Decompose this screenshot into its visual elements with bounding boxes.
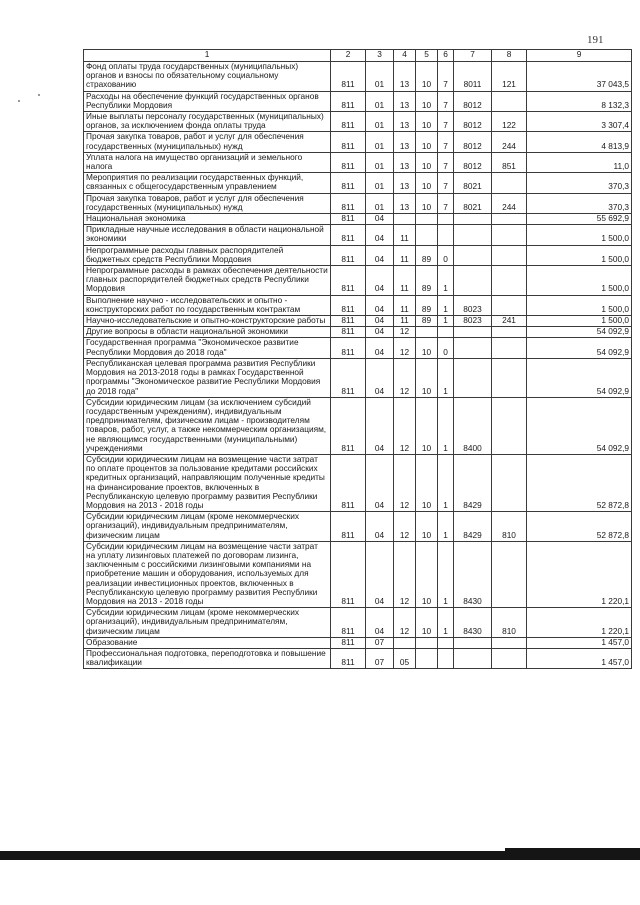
header-row [84,50,632,62]
row-code-subprogram: 1 [438,541,454,607]
row-code-section: 04 [366,214,394,225]
table-row [84,608,632,638]
row-amount: 54 092,9 [527,327,632,338]
row-code-program: 10 [416,112,438,132]
row-code-expense-type: 244 [492,193,527,213]
row-amount: 52 872,8 [527,512,632,542]
row-code-expense-type: 851 [492,152,527,172]
row-code-expense-type: 121 [492,62,527,92]
row-code-section: 07 [366,637,394,648]
row-name: Национальная экономика [84,214,331,225]
row-name: Субсидии юридическим лицам (кроме некоммерческих организаций), индивидуальным предпринимателям, физическим лицам [84,512,331,542]
row-code-direction: 8012 [454,132,492,152]
row-code-direction: 8012 [454,112,492,132]
row-code-direction [454,266,492,296]
row-name: Расходы на обеспечение функций государственных органов Республики Мордовия [84,91,331,111]
row-code-section: 04 [366,608,394,638]
row-code-subsection: 13 [394,152,416,172]
row-name: Государственная программа "Экономическое развитие Республики Мордовия до 2018 года" [84,338,331,358]
row-code-subprogram: 1 [438,266,454,296]
scan-edge-shadow [0,851,640,860]
table-row [84,454,632,511]
row-code-subsection: 13 [394,193,416,213]
row-code-admin: 811 [331,173,366,193]
column-header: 6 [438,50,454,62]
row-code-section: 04 [366,225,394,245]
row-code-direction: 8430 [454,541,492,607]
row-code-subsection: 05 [394,648,416,668]
row-code-admin: 811 [331,214,366,225]
row-code-admin: 811 [331,266,366,296]
row-code-subsection: 12 [394,327,416,338]
row-code-subsection: 13 [394,132,416,152]
row-code-subsection: 12 [394,358,416,397]
table-row [84,648,632,668]
row-code-subsection: 11 [394,245,416,265]
row-code-admin: 811 [331,225,366,245]
table-row [84,62,632,92]
row-code-expense-type [492,541,527,607]
row-code-program: 10 [416,454,438,511]
row-code-direction: 8429 [454,454,492,511]
row-code-expense-type [492,225,527,245]
row-code-subprogram: 1 [438,512,454,542]
row-name: Прочая закупка товаров, работ и услуг для обеспечения государственных (муниципальных) нужд [84,193,331,213]
row-code-section: 01 [366,173,394,193]
row-code-admin: 811 [331,62,366,92]
row-code-program: 10 [416,608,438,638]
row-code-section: 04 [366,295,394,315]
row-code-section: 04 [366,397,394,454]
row-code-admin: 811 [331,637,366,648]
row-code-admin: 811 [331,132,366,152]
row-code-direction [454,214,492,225]
row-code-expense-type [492,358,527,397]
row-amount: 1 220,1 [527,541,632,607]
page-number: 191 [587,34,604,46]
row-code-section: 04 [366,338,394,358]
row-code-subsection: 12 [394,338,416,358]
row-code-expense-type [492,173,527,193]
row-amount: 1 457,0 [527,648,632,668]
table-row [84,358,632,397]
row-name: Уплата налога на имущество организаций и земельного налога [84,152,331,172]
row-code-direction [454,648,492,668]
row-amount: 1 457,0 [527,637,632,648]
row-amount: 1 220,1 [527,608,632,638]
row-code-subprogram [438,225,454,245]
row-code-expense-type [492,214,527,225]
table-row [84,173,632,193]
row-code-subprogram: 1 [438,397,454,454]
row-code-admin: 811 [331,193,366,213]
row-code-direction: 8021 [454,173,492,193]
row-code-program: 89 [416,295,438,315]
row-code-direction: 8011 [454,62,492,92]
row-code-subsection: 11 [394,316,416,327]
row-code-admin: 811 [331,316,366,327]
row-code-expense-type [492,91,527,111]
row-code-admin: 811 [331,327,366,338]
row-amount: 8 132,3 [527,91,632,111]
row-code-subsection: 13 [394,112,416,132]
scan-speck [38,94,40,96]
row-code-program: 10 [416,173,438,193]
row-name: Фонд оплаты труда государственных (муниципальных) органов и взносы по обязательному социальному страхованию [84,62,331,92]
row-code-section: 01 [366,152,394,172]
row-code-subprogram [438,327,454,338]
row-name: Выполнение научно - исследовательских и опытно - конструкторских работ по государственным контрактам [84,295,331,315]
row-code-section: 04 [366,245,394,265]
table-row [84,338,632,358]
row-code-section: 01 [366,132,394,152]
row-code-expense-type [492,266,527,296]
row-code-direction: 8012 [454,91,492,111]
row-code-subsection: 13 [394,62,416,92]
row-code-program: 10 [416,91,438,111]
table-row [84,295,632,315]
row-code-direction [454,225,492,245]
budget-table [83,49,632,669]
row-code-admin: 811 [331,541,366,607]
row-code-section: 07 [366,648,394,668]
row-code-expense-type [492,295,527,315]
row-code-subprogram: 0 [438,338,454,358]
row-name: Профессиональная подготовка, переподготовка и повышение квалификации [84,648,331,668]
row-code-subprogram: 1 [438,608,454,638]
row-amount: 52 872,8 [527,454,632,511]
row-code-subprogram: 7 [438,152,454,172]
row-code-expense-type [492,327,527,338]
row-code-section: 04 [366,266,394,296]
row-amount: 1 500,0 [527,295,632,315]
row-amount: 55 692,9 [527,214,632,225]
row-code-program [416,214,438,225]
row-code-subsection: 13 [394,91,416,111]
table-row [84,112,632,132]
row-code-expense-type [492,637,527,648]
row-code-subsection: 11 [394,295,416,315]
scan-speck [18,100,20,102]
row-code-admin: 811 [331,454,366,511]
column-header: 7 [454,50,492,62]
row-code-subprogram: 1 [438,316,454,327]
row-amount: 370,3 [527,173,632,193]
row-code-program: 10 [416,358,438,397]
row-amount: 37 043,5 [527,62,632,92]
row-name: Прикладные научные исследования в области национальной экономики [84,225,331,245]
row-amount: 1 500,0 [527,266,632,296]
row-code-section: 04 [366,512,394,542]
row-name: Иные выплаты персоналу государственных (муниципальных) органов, за исключением фонда оплаты труда [84,112,331,132]
row-name: Субсидии юридическим лицам на возмещение части затрат по оплате процентов за пользование кредитами российских кредитных организаций, направляющим полученные кредиты на финансирование проектов, включенных в Республиканскую целевую программу развития Республики Мордовия на 2013 - 2018 годы [84,454,331,511]
row-code-direction [454,637,492,648]
row-code-admin: 811 [331,245,366,265]
table-body [84,62,632,669]
row-code-section: 01 [366,112,394,132]
row-code-admin: 811 [331,648,366,668]
row-code-subsection [394,637,416,648]
row-code-program: 10 [416,132,438,152]
row-code-subprogram: 7 [438,91,454,111]
row-code-direction: 8021 [454,193,492,213]
row-code-section: 04 [366,316,394,327]
row-code-program: 10 [416,193,438,213]
row-name: Прочая закупка товаров, работ и услуг для обеспечения государственных (муниципальных) нужд [84,132,331,152]
row-code-subprogram: 7 [438,62,454,92]
row-code-subsection: 11 [394,266,416,296]
table-row [84,214,632,225]
row-code-section: 04 [366,454,394,511]
row-name: Республиканская целевая программа развития Республики Мордовия на 2013-2018 годы в рамках Государственной программы "Экономическое развитие Республики Мордовия до 2018 года" [84,358,331,397]
row-code-program: 89 [416,266,438,296]
column-header: 4 [394,50,416,62]
row-code-program: 89 [416,245,438,265]
row-code-direction: 8429 [454,512,492,542]
row-name: Мероприятия по реализации государственных функций, связанных с общегосударственным управлением [84,173,331,193]
row-code-subprogram: 7 [438,193,454,213]
row-code-expense-type: 244 [492,132,527,152]
row-code-expense-type: 810 [492,512,527,542]
row-code-program: 10 [416,512,438,542]
row-code-section: 04 [366,541,394,607]
row-code-admin: 811 [331,295,366,315]
row-name: Субсидии юридическим лицам (кроме некоммерческих организаций), индивидуальным предпринимателям, физическим лицам [84,608,331,638]
row-code-subsection: 12 [394,454,416,511]
table-row [84,327,632,338]
table-row [84,91,632,111]
row-code-section: 01 [366,62,394,92]
row-code-expense-type [492,454,527,511]
row-amount: 54 092,9 [527,358,632,397]
table-row [84,132,632,152]
row-code-admin: 811 [331,338,366,358]
row-code-expense-type: 122 [492,112,527,132]
row-code-direction: 8023 [454,295,492,315]
row-code-program: 10 [416,338,438,358]
row-name: Научно-исследовательские и опытно-конструкторские работы [84,316,331,327]
column-header: 1 [84,50,331,62]
row-code-section: 01 [366,193,394,213]
row-code-expense-type [492,338,527,358]
row-code-subsection: 12 [394,608,416,638]
row-amount: 1 500,0 [527,245,632,265]
table-row [84,397,632,454]
row-code-subsection: 11 [394,225,416,245]
column-header: 2 [331,50,366,62]
row-code-direction: 8430 [454,608,492,638]
row-code-program [416,225,438,245]
row-code-direction: 8012 [454,152,492,172]
row-code-program [416,637,438,648]
row-code-section: 04 [366,358,394,397]
row-name: Образование [84,637,331,648]
row-name: Непрограммные расходы главных распорядителей бюджетных средств Республики Мордовия [84,245,331,265]
row-code-section: 01 [366,91,394,111]
row-amount: 1 500,0 [527,225,632,245]
row-code-subprogram: 1 [438,358,454,397]
row-amount: 54 092,9 [527,397,632,454]
row-code-program [416,648,438,668]
row-code-expense-type: 241 [492,316,527,327]
column-header: 3 [366,50,394,62]
row-code-direction [454,327,492,338]
row-name: Субсидии юридическим лицам на возмещение части затрат на уплату лизинговых платежей по договорам лизинга, заключенным с российскими лизинговыми компаниями на приобретение машин и оборудования, используемых для реализации инвестиционных проектов, включенных в Республиканскую целевую программу развития Республики Мордовия на 2013 - 2018 годы [84,541,331,607]
table-row [84,266,632,296]
row-code-subprogram: 1 [438,454,454,511]
column-header: 9 [527,50,632,62]
row-code-direction: 8023 [454,316,492,327]
row-code-expense-type [492,648,527,668]
row-code-subprogram: 7 [438,132,454,152]
row-code-admin: 811 [331,397,366,454]
table-row [84,193,632,213]
row-amount: 3 307,4 [527,112,632,132]
row-code-subsection: 12 [394,512,416,542]
row-code-direction [454,358,492,397]
row-code-program: 10 [416,397,438,454]
row-code-program [416,327,438,338]
row-code-subsection: 13 [394,173,416,193]
row-code-admin: 811 [331,358,366,397]
row-code-section: 04 [366,327,394,338]
row-code-direction [454,338,492,358]
table-row [84,637,632,648]
table-row [84,512,632,542]
row-code-program: 10 [416,152,438,172]
row-code-direction: 8400 [454,397,492,454]
row-code-expense-type [492,245,527,265]
row-code-admin: 811 [331,608,366,638]
row-code-admin: 811 [331,91,366,111]
row-code-subprogram: 7 [438,112,454,132]
row-code-subprogram: 1 [438,295,454,315]
row-code-subsection: 12 [394,541,416,607]
row-amount: 54 092,9 [527,338,632,358]
row-code-subsection: 12 [394,397,416,454]
row-code-admin: 811 [331,512,366,542]
table-row [84,316,632,327]
row-code-subprogram: 7 [438,173,454,193]
row-code-subprogram: 0 [438,245,454,265]
row-name: Другие вопросы в области национальной экономики [84,327,331,338]
row-name: Непрограммные расходы в рамках обеспечения деятельности главных распорядителей бюджетных средств Республики Мордовия [84,266,331,296]
table-row [84,225,632,245]
row-amount: 11,0 [527,152,632,172]
row-code-subsection [394,214,416,225]
row-amount: 1 500,0 [527,316,632,327]
row-name: Субсидии юридическим лицам (за исключением субсидий государственным учреждениям), индивидуальным предпринимателям, физическим лицам - производителям товаров, работ, услуг, а также некоммерческим организациям, не являющимся государственными (муниципальными) учреждениями [84,397,331,454]
row-code-program: 89 [416,316,438,327]
column-header: 8 [492,50,527,62]
column-header: 5 [416,50,438,62]
row-code-subprogram [438,648,454,668]
row-code-direction [454,245,492,265]
table-row [84,541,632,607]
row-amount: 4 813,9 [527,132,632,152]
row-code-expense-type: 810 [492,608,527,638]
row-code-admin: 811 [331,152,366,172]
row-code-subprogram [438,214,454,225]
table-row [84,245,632,265]
row-code-expense-type [492,397,527,454]
row-code-admin: 811 [331,112,366,132]
row-code-subprogram [438,637,454,648]
row-code-program: 10 [416,541,438,607]
row-amount: 370,3 [527,193,632,213]
table-row [84,152,632,172]
row-code-program: 10 [416,62,438,92]
